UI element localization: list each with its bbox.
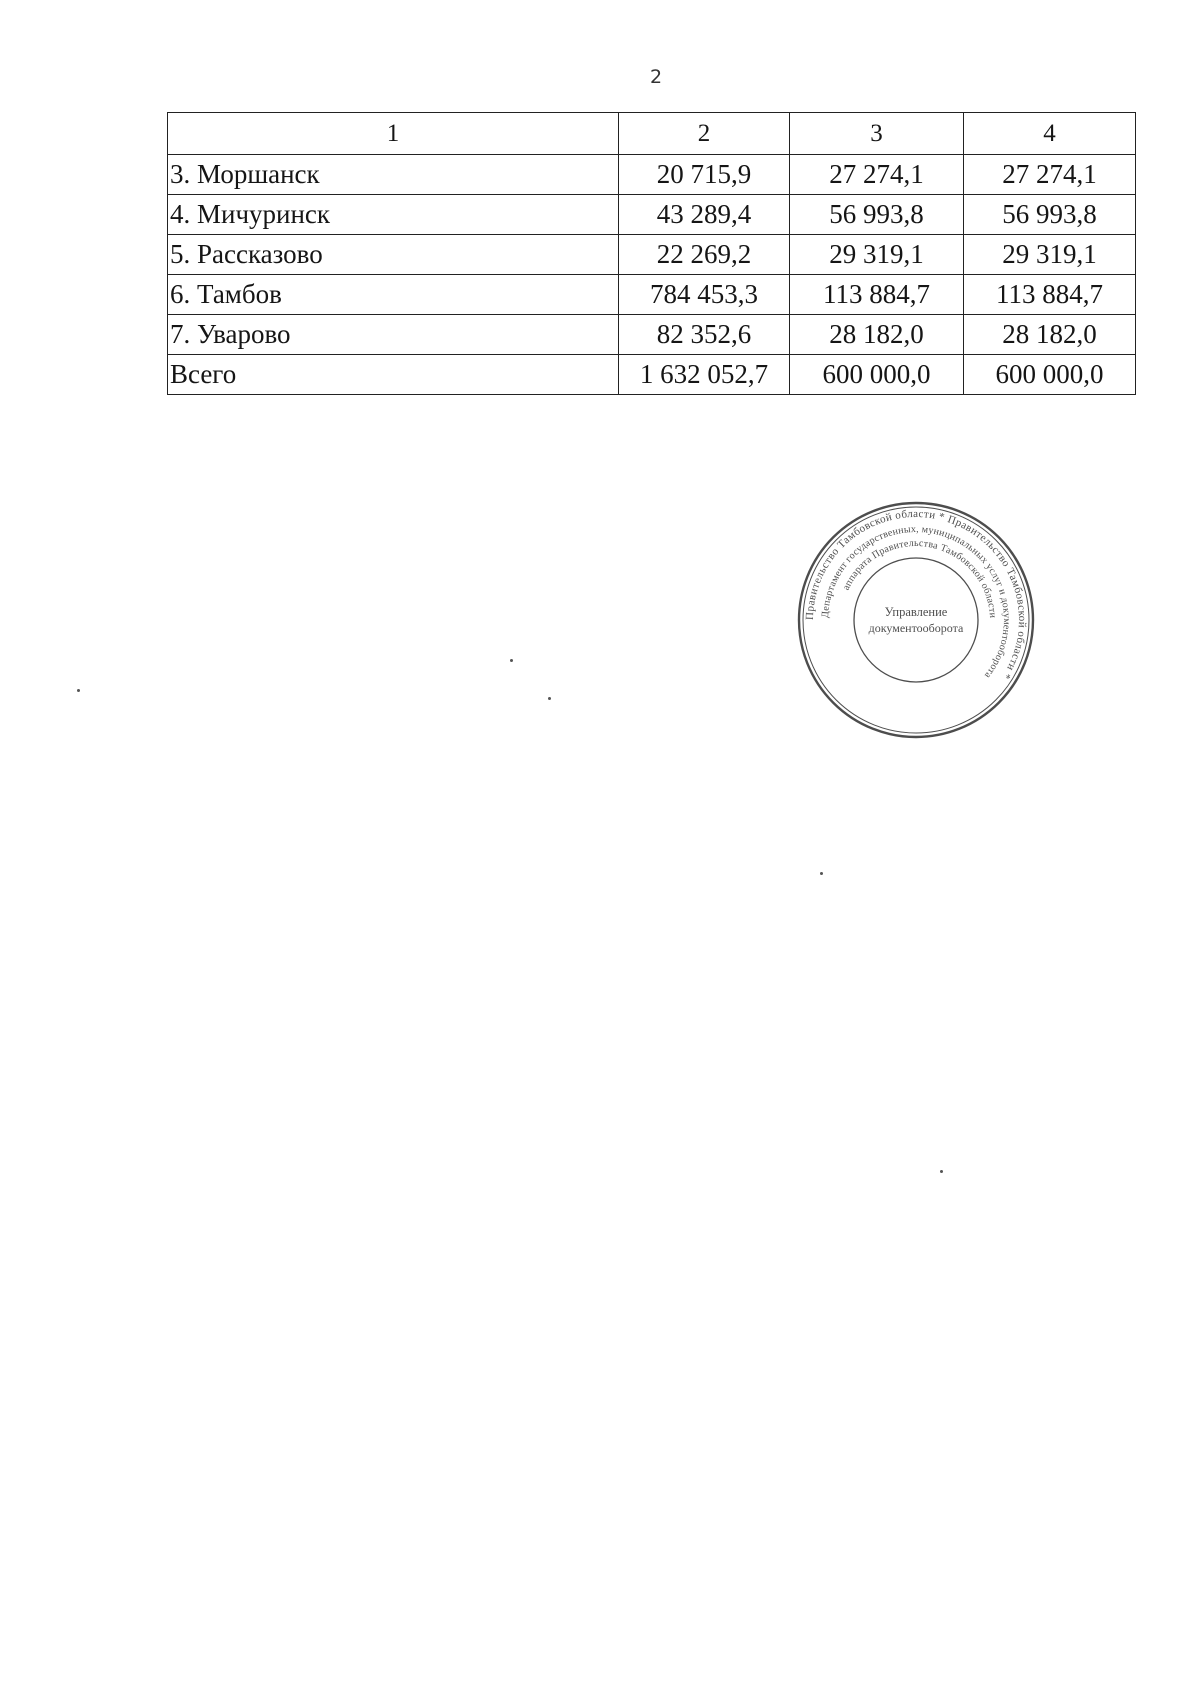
header-cell: 2 bbox=[619, 113, 790, 155]
total-label-cell: Всего bbox=[168, 355, 619, 395]
table-header-row bbox=[168, 113, 1136, 155]
stamp-outer-text: Правительство Тамбовской области * Правительство Тамбовской области * bbox=[803, 507, 1029, 682]
table-cell: 28 182,0 bbox=[964, 315, 1136, 355]
table-cell: 29 319,1 bbox=[790, 235, 964, 275]
table-cell: 113 884,7 bbox=[964, 275, 1136, 315]
page-number: 2 bbox=[650, 66, 663, 88]
row-name-cell: 4. Мичуринск bbox=[168, 195, 619, 235]
header-cell: 4 bbox=[964, 113, 1136, 155]
stamp-inner-text: аппарата Правительства Тамбовской области bbox=[840, 537, 999, 619]
stamp-inner-ring bbox=[854, 558, 978, 682]
table-cell: 28 182,0 bbox=[790, 315, 964, 355]
table-row bbox=[168, 155, 1136, 195]
scan-speck bbox=[548, 697, 551, 700]
table-cell: 56 993,8 bbox=[964, 195, 1136, 235]
table-total-row bbox=[168, 355, 1136, 395]
row-name-cell: 5. Рассказово bbox=[168, 235, 619, 275]
scan-speck bbox=[510, 659, 513, 662]
total-cell: 600 000,0 bbox=[790, 355, 964, 395]
table-row bbox=[168, 235, 1136, 275]
row-name-cell: 7. Уварово bbox=[168, 315, 619, 355]
table-row bbox=[168, 275, 1136, 315]
scan-speck bbox=[77, 689, 80, 692]
table-cell: 22 269,2 bbox=[619, 235, 790, 275]
table-cell: 784 453,3 bbox=[619, 275, 790, 315]
official-stamp bbox=[796, 500, 1036, 740]
table-cell: 27 274,1 bbox=[964, 155, 1136, 195]
table-cell: 29 319,1 bbox=[964, 235, 1136, 275]
row-name-cell: 3. Моршанск bbox=[168, 155, 619, 195]
total-cell: 600 000,0 bbox=[964, 355, 1136, 395]
table-cell: 20 715,9 bbox=[619, 155, 790, 195]
data-table bbox=[167, 112, 1136, 395]
stamp-center-line1: Управление bbox=[884, 605, 948, 619]
scan-speck bbox=[820, 872, 823, 875]
table-row bbox=[168, 315, 1136, 355]
table-cell: 27 274,1 bbox=[790, 155, 964, 195]
row-name-cell: 6. Тамбов bbox=[168, 275, 619, 315]
total-cell: 1 632 052,7 bbox=[619, 355, 790, 395]
stamp-center-line2: документооборота bbox=[868, 621, 964, 635]
stamp-middle-text: Департамент государственных, муниципальных услуг и документооборота bbox=[819, 523, 1013, 681]
table-cell: 113 884,7 bbox=[790, 275, 964, 315]
scan-speck bbox=[940, 1170, 943, 1173]
header-cell: 3 bbox=[790, 113, 964, 155]
header-cell: 1 bbox=[168, 113, 619, 155]
table-cell: 82 352,6 bbox=[619, 315, 790, 355]
table-cell: 43 289,4 bbox=[619, 195, 790, 235]
table-row bbox=[168, 195, 1136, 235]
table-cell: 56 993,8 bbox=[790, 195, 964, 235]
